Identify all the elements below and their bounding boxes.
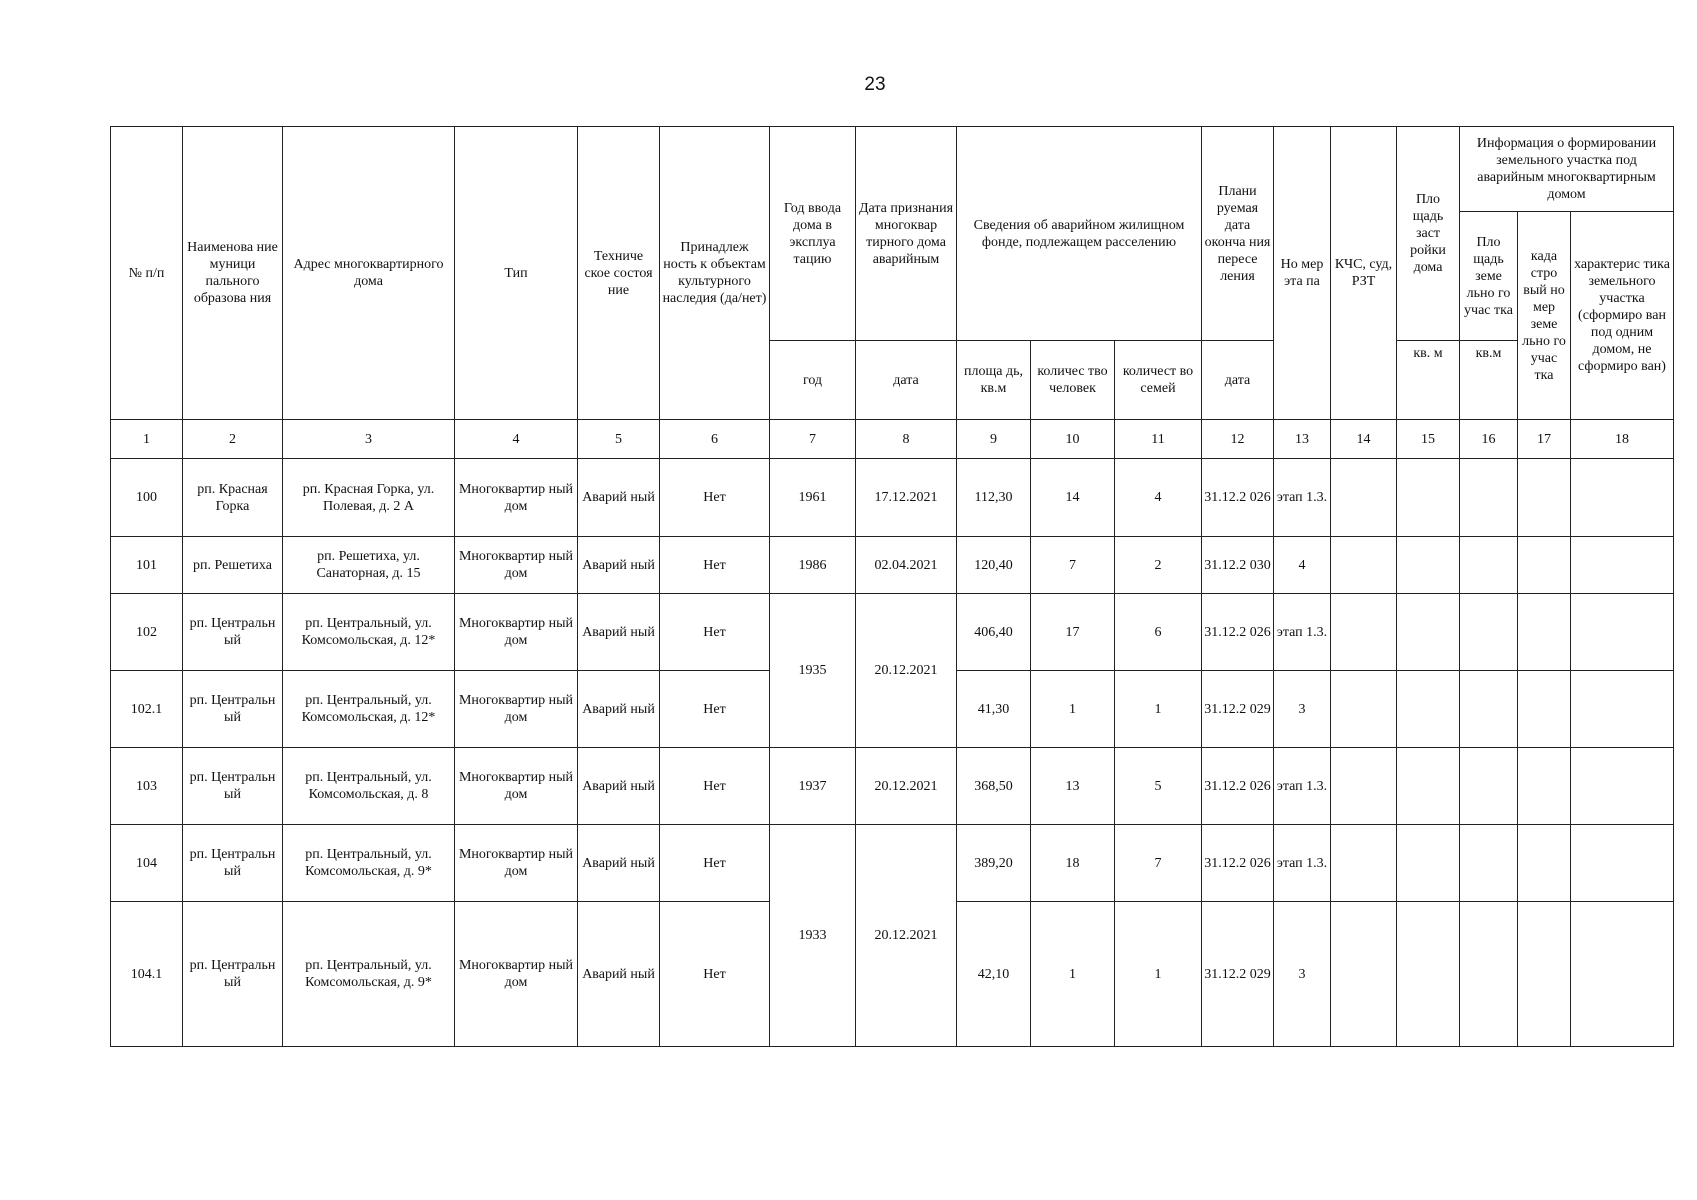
subheader-area: площа дь, кв.м <box>957 341 1031 420</box>
cell-people: 1 <box>1031 671 1115 748</box>
cell-condition: Аварий ный <box>578 825 660 902</box>
column-number: 17 <box>1518 420 1571 459</box>
cell-num: 100 <box>111 459 183 537</box>
cell-planned-date: 31.12.2 026 <box>1202 748 1274 825</box>
cell-heritage: Нет <box>660 537 770 594</box>
cell-stage: 3 <box>1274 671 1331 748</box>
table-row <box>111 537 1674 594</box>
table-row <box>111 594 1674 671</box>
cell-type: Многоквартир ный дом <box>455 459 578 537</box>
cell-planned-date: 31.12.2 029 <box>1202 671 1274 748</box>
cell-municipality: рп. Центральн ый <box>183 748 283 825</box>
column-number: 5 <box>578 420 660 459</box>
column-numbers-row <box>111 420 1674 459</box>
header-num: № п/п <box>111 127 183 420</box>
cell-building-area <box>1397 902 1460 1047</box>
cell-heritage: Нет <box>660 825 770 902</box>
cell-planned-date: 31.12.2 030 <box>1202 537 1274 594</box>
cell-families: 5 <box>1115 748 1202 825</box>
cell-kchs <box>1331 748 1397 825</box>
cell-municipality: рп. Центральн ый <box>183 671 283 748</box>
cell-kchs <box>1331 459 1397 537</box>
cell-area: 368,50 <box>957 748 1031 825</box>
cell-municipality: рп. Центральн ый <box>183 902 283 1047</box>
cell-people: 13 <box>1031 748 1115 825</box>
cell-address: рп. Решетиха, ул. Санаторная, д. 15 <box>283 537 455 594</box>
cell-land-characteristic <box>1571 594 1674 671</box>
cell-date: 20.12.2021 <box>856 748 957 825</box>
cell-families: 1 <box>1115 902 1202 1047</box>
cell-families: 4 <box>1115 459 1202 537</box>
cell-area: 41,30 <box>957 671 1031 748</box>
column-number: 1 <box>111 420 183 459</box>
cell-land-area <box>1460 594 1518 671</box>
cell-municipality: рп. Красная Горка <box>183 459 283 537</box>
column-number: 18 <box>1571 420 1674 459</box>
cell-address: рп. Центральный, ул. Комсомольская, д. 12* <box>283 594 455 671</box>
column-number: 13 <box>1274 420 1331 459</box>
cell-stage: этап 1.3. <box>1274 459 1331 537</box>
cell-land-characteristic <box>1571 748 1674 825</box>
cell-num: 101 <box>111 537 183 594</box>
header-stage-number: Но мер эта па <box>1274 127 1331 420</box>
column-number: 9 <box>957 420 1031 459</box>
cell-area: 120,40 <box>957 537 1031 594</box>
cell-date: 02.04.2021 <box>856 537 957 594</box>
cell-land-characteristic <box>1571 537 1674 594</box>
subheader-land-unit: кв.м <box>1460 341 1518 420</box>
header-year-built: Год ввода дома в эксплуа тацию <box>770 127 856 341</box>
cell-cadastral <box>1518 825 1571 902</box>
column-number: 15 <box>1397 420 1460 459</box>
subheader-planned-date: дата <box>1202 341 1274 420</box>
cell-condition: Аварий ный <box>578 459 660 537</box>
cell-building-area <box>1397 748 1460 825</box>
header-heritage: Принадлеж ность к объектам культурного наследия (да/нет) <box>660 127 770 420</box>
cell-people: 18 <box>1031 825 1115 902</box>
column-number: 10 <box>1031 420 1115 459</box>
emergency-housing-table <box>110 126 1674 1047</box>
header-land-characteristic: характерис тика земельного участка (сформиро ван под одним домом, не сформиро ван) <box>1571 212 1674 420</box>
cell-num: 104 <box>111 825 183 902</box>
cell-people: 14 <box>1031 459 1115 537</box>
table-row <box>111 748 1674 825</box>
cell-num: 104.1 <box>111 902 183 1047</box>
cell-year: 1986 <box>770 537 856 594</box>
cell-type: Многоквартир ный дом <box>455 594 578 671</box>
cell-people: 17 <box>1031 594 1115 671</box>
cell-kchs <box>1331 594 1397 671</box>
header-land-area: Пло щадь земе льно го учас тка <box>1460 212 1518 341</box>
cell-type: Многоквартир ный дом <box>455 748 578 825</box>
cell-cadastral <box>1518 902 1571 1047</box>
cell-condition: Аварий ный <box>578 671 660 748</box>
cell-land-area <box>1460 537 1518 594</box>
cell-address: рп. Красная Горка, ул. Полевая, д. 2 А <box>283 459 455 537</box>
cell-address: рп. Центральный, ул. Комсомольская, д. 8 <box>283 748 455 825</box>
cell-type: Многоквартир ный дом <box>455 537 578 594</box>
cell-condition: Аварий ный <box>578 748 660 825</box>
header-type: Тип <box>455 127 578 420</box>
cell-type: Многоквартир ный дом <box>455 671 578 748</box>
cell-cadastral <box>1518 671 1571 748</box>
subheader-building-unit: кв. м <box>1397 341 1460 420</box>
cell-condition: Аварий ный <box>578 902 660 1047</box>
cell-area: 112,30 <box>957 459 1031 537</box>
header-row-1 <box>111 127 1674 212</box>
cell-building-area <box>1397 537 1460 594</box>
cell-people: 7 <box>1031 537 1115 594</box>
cell-building-area <box>1397 594 1460 671</box>
cell-stage: 3 <box>1274 902 1331 1047</box>
cell-date: 20.12.2021 <box>856 594 957 748</box>
subheader-date: дата <box>856 341 957 420</box>
cell-type: Многоквартир ный дом <box>455 902 578 1047</box>
cell-year: 1961 <box>770 459 856 537</box>
column-number: 7 <box>770 420 856 459</box>
cell-cadastral <box>1518 537 1571 594</box>
cell-families: 2 <box>1115 537 1202 594</box>
header-planned-date: Плани руемая дата оконча ния пересе ления <box>1202 127 1274 341</box>
column-number: 3 <box>283 420 455 459</box>
subheader-people: количес тво человек <box>1031 341 1115 420</box>
cell-municipality: рп. Решетиха <box>183 537 283 594</box>
cell-kchs <box>1331 537 1397 594</box>
cell-municipality: рп. Центральн ый <box>183 594 283 671</box>
column-number: 4 <box>455 420 578 459</box>
cell-planned-date: 31.12.2 026 <box>1202 594 1274 671</box>
cell-num: 102.1 <box>111 671 183 748</box>
header-land-info: Информация о формировании земельного участка под аварийным многоквартирным домом <box>1460 127 1674 212</box>
subheader-year: год <box>770 341 856 420</box>
header-recognition-date: Дата признания многоквар тирного дома аварийным <box>856 127 957 341</box>
cell-land-characteristic <box>1571 902 1674 1047</box>
cell-land-area <box>1460 825 1518 902</box>
cell-area: 389,20 <box>957 825 1031 902</box>
cell-stage: этап 1.3. <box>1274 594 1331 671</box>
header-condition: Техниче ское состоя ние <box>578 127 660 420</box>
header-housing-info: Сведения об аварийном жилищном фонде, подлежащем расселению <box>957 127 1202 341</box>
column-number: 16 <box>1460 420 1518 459</box>
cell-date: 17.12.2021 <box>856 459 957 537</box>
cell-stage: этап 1.3. <box>1274 825 1331 902</box>
cell-heritage: Нет <box>660 459 770 537</box>
cell-building-area <box>1397 671 1460 748</box>
cell-num: 102 <box>111 594 183 671</box>
cell-families: 1 <box>1115 671 1202 748</box>
subheader-families: количест во семей <box>1115 341 1202 420</box>
cell-cadastral <box>1518 748 1571 825</box>
cell-kchs <box>1331 671 1397 748</box>
cell-condition: Аварий ный <box>578 594 660 671</box>
cell-land-area <box>1460 748 1518 825</box>
page-number: 23 <box>864 74 886 95</box>
cell-heritage: Нет <box>660 594 770 671</box>
cell-condition: Аварий ный <box>578 537 660 594</box>
cell-year: 1933 <box>770 825 856 1047</box>
cell-address: рп. Центральный, ул. Комсомольская, д. 9* <box>283 902 455 1047</box>
cell-kchs <box>1331 825 1397 902</box>
table-row <box>111 825 1674 902</box>
cell-year: 1935 <box>770 594 856 748</box>
cell-municipality: рп. Центральн ый <box>183 825 283 902</box>
cell-cadastral <box>1518 594 1571 671</box>
column-number: 8 <box>856 420 957 459</box>
cell-area: 42,10 <box>957 902 1031 1047</box>
cell-building-area <box>1397 459 1460 537</box>
cell-families: 7 <box>1115 825 1202 902</box>
cell-stage: 4 <box>1274 537 1331 594</box>
cell-land-area <box>1460 671 1518 748</box>
header-municipality: Наименова ние муници пального образова ния <box>183 127 283 420</box>
cell-cadastral <box>1518 459 1571 537</box>
column-number: 12 <box>1202 420 1274 459</box>
column-number: 11 <box>1115 420 1202 459</box>
column-number: 6 <box>660 420 770 459</box>
cell-planned-date: 31.12.2 029 <box>1202 902 1274 1047</box>
header-address: Адрес многоквартирного дома <box>283 127 455 420</box>
cell-land-area <box>1460 902 1518 1047</box>
cell-heritage: Нет <box>660 748 770 825</box>
column-number: 2 <box>183 420 283 459</box>
table-row <box>111 459 1674 537</box>
cell-building-area <box>1397 825 1460 902</box>
cell-date: 20.12.2021 <box>856 825 957 1047</box>
cell-area: 406,40 <box>957 594 1031 671</box>
cell-planned-date: 31.12.2 026 <box>1202 459 1274 537</box>
header-building-area: Пло щадь заст ройки дома <box>1397 127 1460 341</box>
header-cadastral: када стро вый но мер земе льно го учас тка <box>1518 212 1571 420</box>
cell-land-characteristic <box>1571 459 1674 537</box>
cell-families: 6 <box>1115 594 1202 671</box>
cell-stage: этап 1.3. <box>1274 748 1331 825</box>
cell-land-characteristic <box>1571 671 1674 748</box>
cell-heritage: Нет <box>660 902 770 1047</box>
cell-num: 103 <box>111 748 183 825</box>
cell-year: 1937 <box>770 748 856 825</box>
cell-type: Многоквартир ный дом <box>455 825 578 902</box>
cell-address: рп. Центральный, ул. Комсомольская, д. 9* <box>283 825 455 902</box>
column-number: 14 <box>1331 420 1397 459</box>
cell-heritage: Нет <box>660 671 770 748</box>
cell-planned-date: 31.12.2 026 <box>1202 825 1274 902</box>
cell-kchs <box>1331 902 1397 1047</box>
header-kchs: КЧС, суд, РЗТ <box>1331 127 1397 420</box>
cell-people: 1 <box>1031 902 1115 1047</box>
cell-land-characteristic <box>1571 825 1674 902</box>
cell-address: рп. Центральный, ул. Комсомольская, д. 12* <box>283 671 455 748</box>
cell-land-area <box>1460 459 1518 537</box>
